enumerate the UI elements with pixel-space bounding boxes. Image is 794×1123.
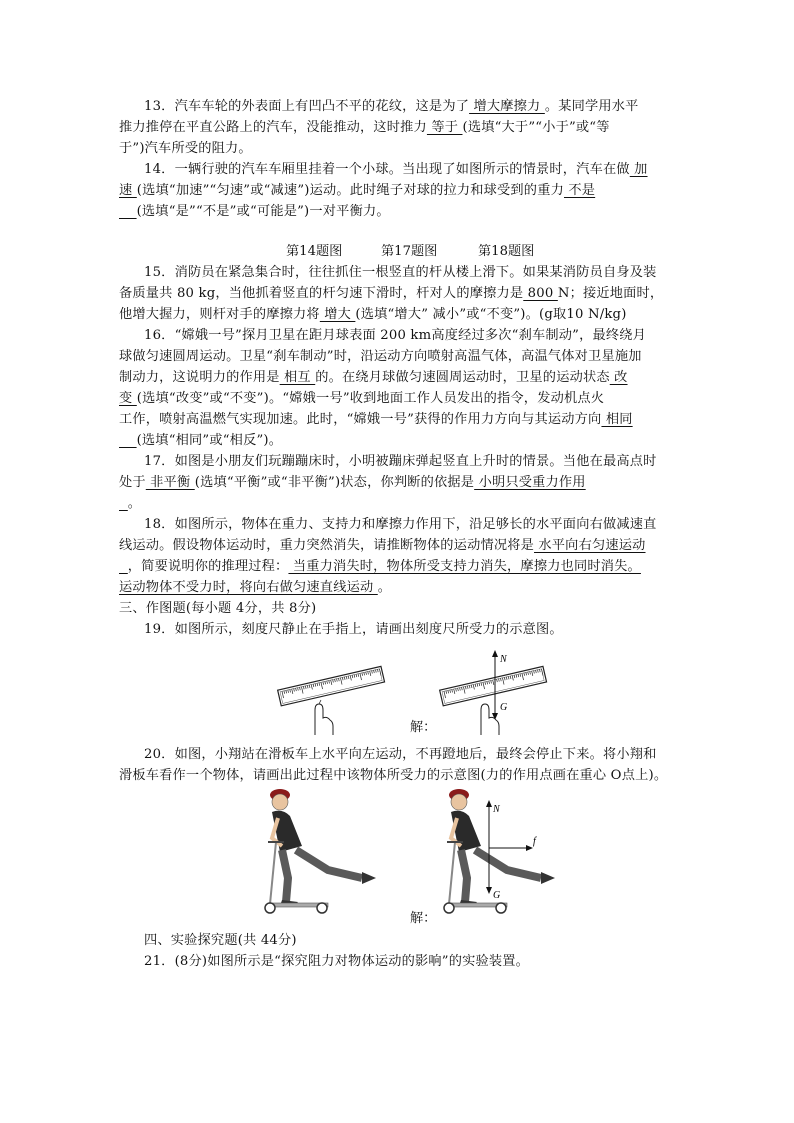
answer-label-19: 解： [410, 720, 437, 735]
answer-label-20: 解： [410, 911, 437, 926]
scooter-force-diagram [437, 786, 562, 916]
force-label-G: G [500, 702, 508, 713]
ruler-on-finger-figure [275, 660, 390, 735]
q17-answer2b [119, 496, 128, 511]
force-label-N-20: N [493, 804, 500, 815]
force-label-N: N [500, 654, 507, 665]
q15-answer2: 增大 [319, 307, 356, 322]
q13-answer2: 等于 [426, 120, 463, 135]
q14-answer2b [119, 204, 137, 219]
q18-answer2b: 运动物体不受力时，将向右做匀速直线运动 [119, 580, 378, 595]
q15-answer1: 800 [523, 286, 558, 301]
q17-answer1: 非平衡 [145, 475, 195, 490]
q14-answer2a: 不是 [563, 183, 596, 198]
q16-answer3b [119, 433, 137, 448]
q14-answer1a: 加 [629, 162, 648, 177]
q18-answer1b [119, 559, 128, 574]
q16-answer3a: 相同 [601, 412, 633, 427]
ruler-force-diagram [437, 648, 552, 735]
q16-answer1: 相互 [279, 370, 316, 385]
q16-answer2a: 改 [609, 370, 628, 385]
q16-answer2b: 变 [119, 391, 137, 406]
caption-fig17: 第17题图 [381, 244, 438, 259]
q13-answer1: 增大摩擦力 [469, 99, 545, 114]
q18-answer2a: 当重力消失时，物体所受支持力消失，摩擦力也同时消失。 [288, 559, 641, 574]
force-label-f-20: f [533, 836, 536, 847]
q18-answer1a: 水平向右匀速运动 [534, 538, 646, 553]
force-label-G-20: G [493, 890, 501, 901]
caption-fig18: 第18题图 [478, 244, 535, 259]
q14-answer1b: 速 [119, 183, 137, 198]
caption-fig14: 第14题图 [286, 244, 343, 259]
q17-answer2a: 小明只受重力作用 [474, 475, 586, 490]
boy-on-scooter-figure [258, 786, 383, 916]
